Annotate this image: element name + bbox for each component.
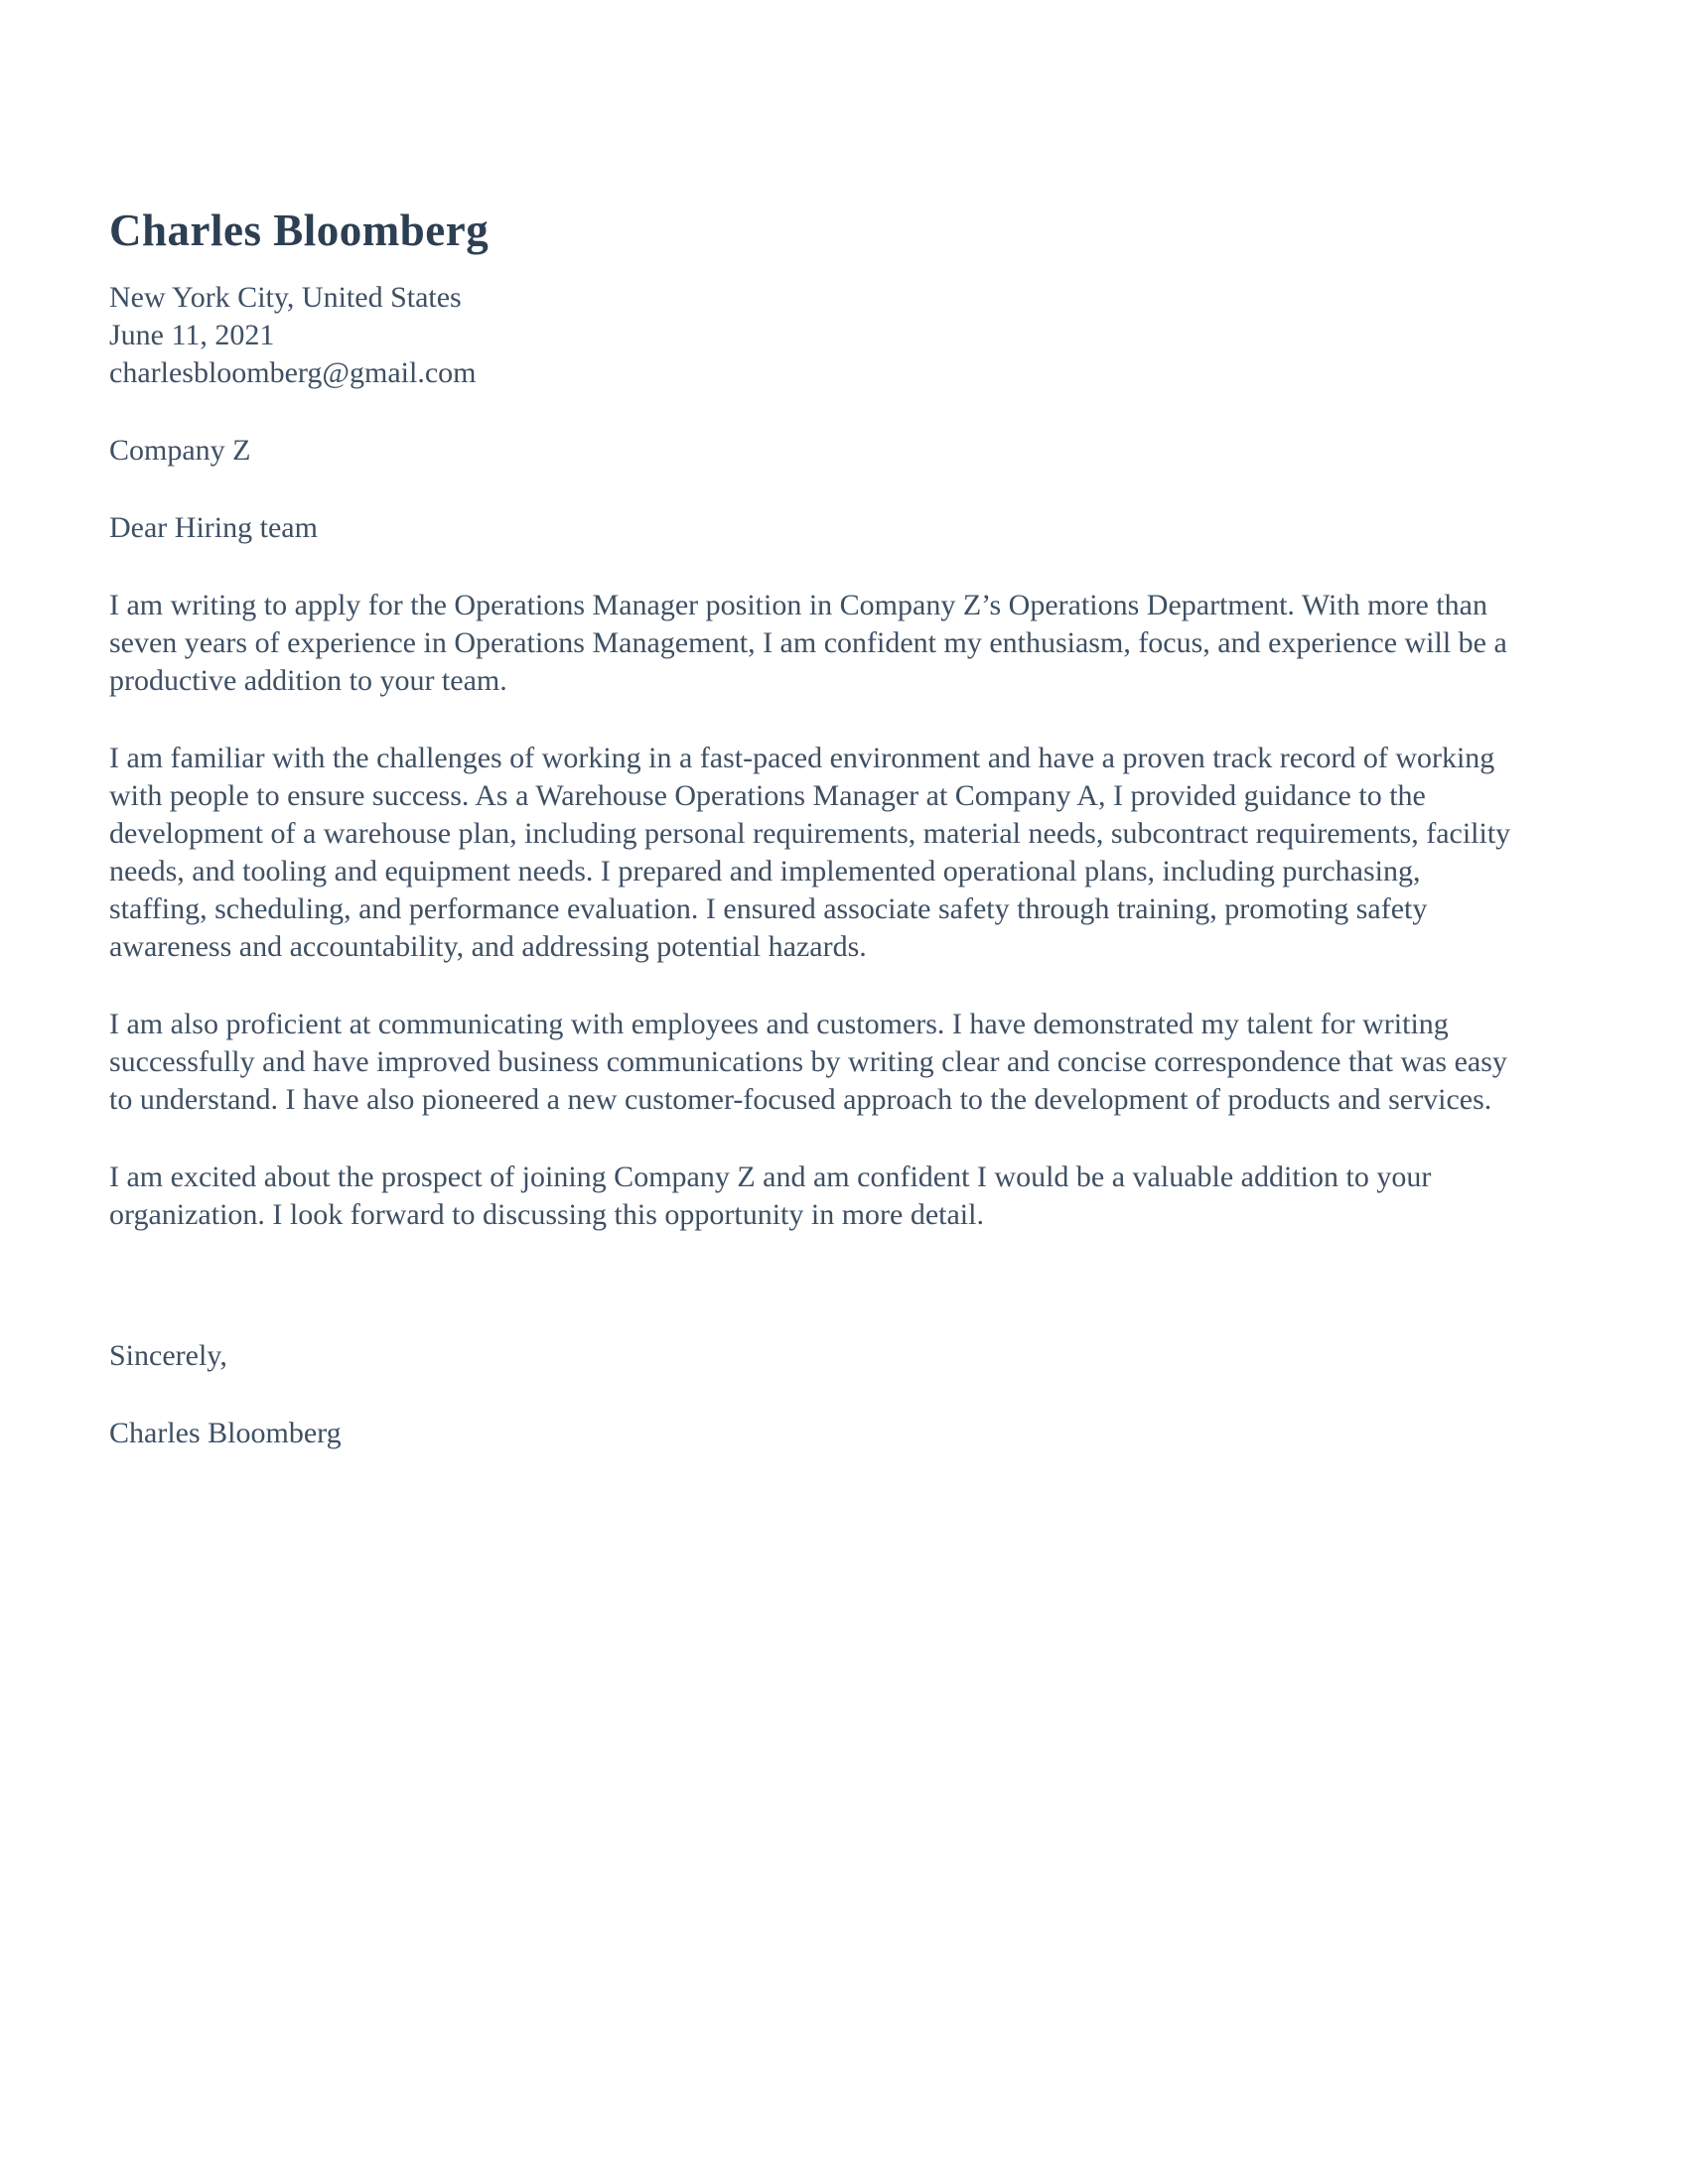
body-paragraph: I am familiar with the challenges of working in a fast-paced environment and have a proven track record of working with people to ensure success. As a Warehouse Operations Manager at Company A, I provided guidance to the development of a warehouse plan, including personal requirements, material needs, subcontract requirements, facility needs, and tooling and equipment needs. I prepared and implemented operational plans, including purchasing, staffing, scheduling, and performance evaluation. I ensured associate safety through training, promoting safety awareness and accountability, and addressing potential hazards.: [109, 742, 1511, 963]
closing: Sincerely,: [109, 1339, 227, 1372]
body-paragraph: I am also proficient at communicating with employees and customers. I have demonstrated my talent for writing successfully and have improved business communications by writing clear and concise correspondence that was easy to understand. I have also pioneered a new customer-focused approach to the development of products and services.: [109, 1008, 1507, 1116]
sender-location: New York City, United States: [109, 281, 462, 314]
body-paragraph: I am writing to apply for the Operations Manager position in Company Z’s Operations Department. With more than seven years of experience in Operations Management, I am confident my enthusiasm, focus, and experience will be a productive addition to your team.: [109, 589, 1507, 697]
sender-name: Charles Bloomberg: [109, 205, 490, 255]
body-paragraph: I am excited about the prospect of joining Company Z and am confident I would be a valuable addition to your organization. I look forward to discussing this opportunity in more detail.: [109, 1160, 1432, 1231]
sender-email: charlesbloomberg@gmail.com: [109, 356, 477, 389]
recipient-name: Company Z: [109, 434, 251, 467]
letter-header: [109, 204, 1521, 392]
signature-name: Charles Bloomberg: [109, 1417, 342, 1449]
letter-date: June 11, 2021: [109, 319, 275, 351]
salutation: Dear Hiring team: [109, 511, 318, 544]
